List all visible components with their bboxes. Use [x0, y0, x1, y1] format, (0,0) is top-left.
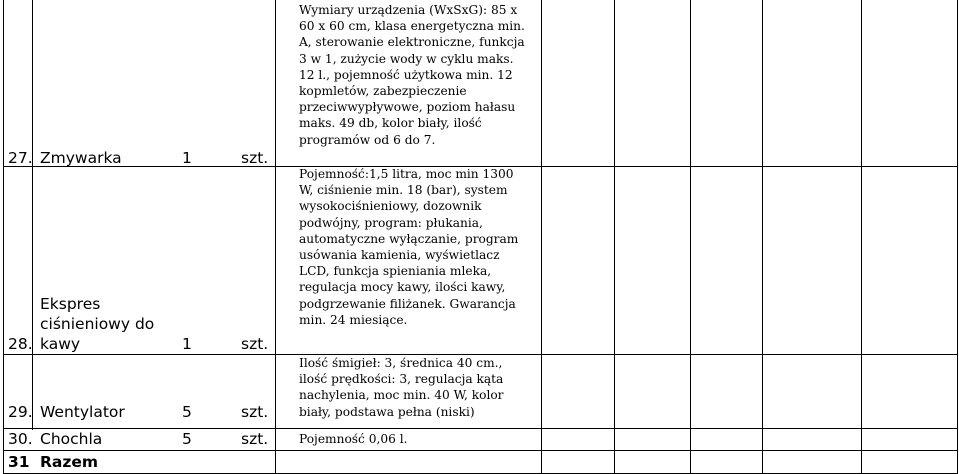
- description-line: LCD, funkcja spieniania mleka,: [299, 264, 492, 279]
- description-line: przeciwwypływowe, poziom hałasu: [299, 100, 516, 115]
- description-line: 3 w 1, zużycie wody w cyklu maks.: [299, 51, 514, 66]
- row-number: 29.: [8, 403, 33, 421]
- item-description: [299, 431, 539, 447]
- description-line: biały, podstawa pełna (niski): [299, 404, 475, 419]
- description-line: maks. 49 db, kolor biały, ilość: [299, 116, 482, 131]
- description-line: kopmletów, zabezpieczenie: [299, 84, 467, 99]
- item-description: [299, 166, 539, 328]
- item-description: [299, 2, 539, 148]
- description-line: min. 24 miesiące.: [299, 312, 408, 327]
- item-unit: szt.: [241, 149, 269, 167]
- column-divider: [762, 0, 763, 474]
- total-label: Razem: [40, 453, 99, 471]
- item-unit: szt.: [241, 430, 269, 448]
- row-divider: [3, 428, 958, 429]
- column-divider: [32, 0, 33, 430]
- column-divider: [541, 0, 542, 474]
- description-line: regulacja mocy kawy, ilości kawy,: [299, 280, 506, 295]
- row-number: 27.: [8, 149, 33, 167]
- item-description: [299, 355, 539, 420]
- item-quantity: 5: [182, 430, 192, 448]
- description-line: nachylenia, moc min. 40 W, kolor: [299, 388, 504, 403]
- description-line: programów od 6 do 7.: [299, 132, 436, 147]
- description-line: Wymiary urządzenia (WxSxG): 85 x: [299, 3, 518, 17]
- description-line: A, sterowanie elektroniczne, funkcja: [299, 35, 525, 50]
- description-line: Pojemność 0,06 l.: [299, 432, 408, 446]
- column-divider: [957, 0, 958, 474]
- row-number: 30.: [8, 430, 33, 448]
- item-unit: szt.: [241, 335, 269, 353]
- column-divider: [3, 0, 4, 474]
- description-line: podgrzewanie filiżanek. Gwarancja: [299, 296, 516, 311]
- description-line: 12 l., pojemność użytkowa min. 12: [299, 67, 513, 82]
- column-divider: [690, 0, 691, 474]
- description-line: W, ciśnienie min. 18 (bar), system: [299, 183, 508, 198]
- column-divider: [861, 0, 862, 474]
- item-quantity: 1: [182, 149, 192, 167]
- column-divider: [614, 0, 615, 474]
- item-unit: szt.: [241, 403, 269, 421]
- item-name: Wentylator: [40, 403, 125, 421]
- description-line: Pojemność:1,5 litra, moc min 1300: [299, 167, 514, 181]
- column-divider: [275, 0, 276, 474]
- row-divider: [3, 450, 958, 451]
- item-name: Zmywarka: [40, 149, 122, 167]
- description-line: wysokociśnieniowy, dozownik: [299, 199, 482, 214]
- description-line: podwójny, program: płukania,: [299, 215, 483, 230]
- row-number: 28.: [8, 335, 33, 353]
- description-line: Ilość śmigieł: 3, średnica 40 cm.,: [299, 356, 503, 370]
- item-name: kawy: [40, 335, 81, 353]
- description-line: automatyczne wyłączanie, program: [299, 231, 519, 246]
- description-line: ilość prędkości: 3, regulacja kąta: [299, 372, 504, 387]
- item-name: Ekspres: [40, 295, 101, 313]
- item-quantity: 5: [182, 403, 192, 421]
- description-line: 60 x 60 cm, klasa energetyczna min.: [299, 19, 525, 34]
- total-row-number: 31: [8, 453, 30, 471]
- item-quantity: 1: [182, 335, 192, 353]
- item-name: Chochla: [40, 430, 103, 448]
- item-name: ciśnieniowy do: [40, 315, 155, 333]
- description-line: usówania kamienia, wyświetlacz: [299, 248, 500, 263]
